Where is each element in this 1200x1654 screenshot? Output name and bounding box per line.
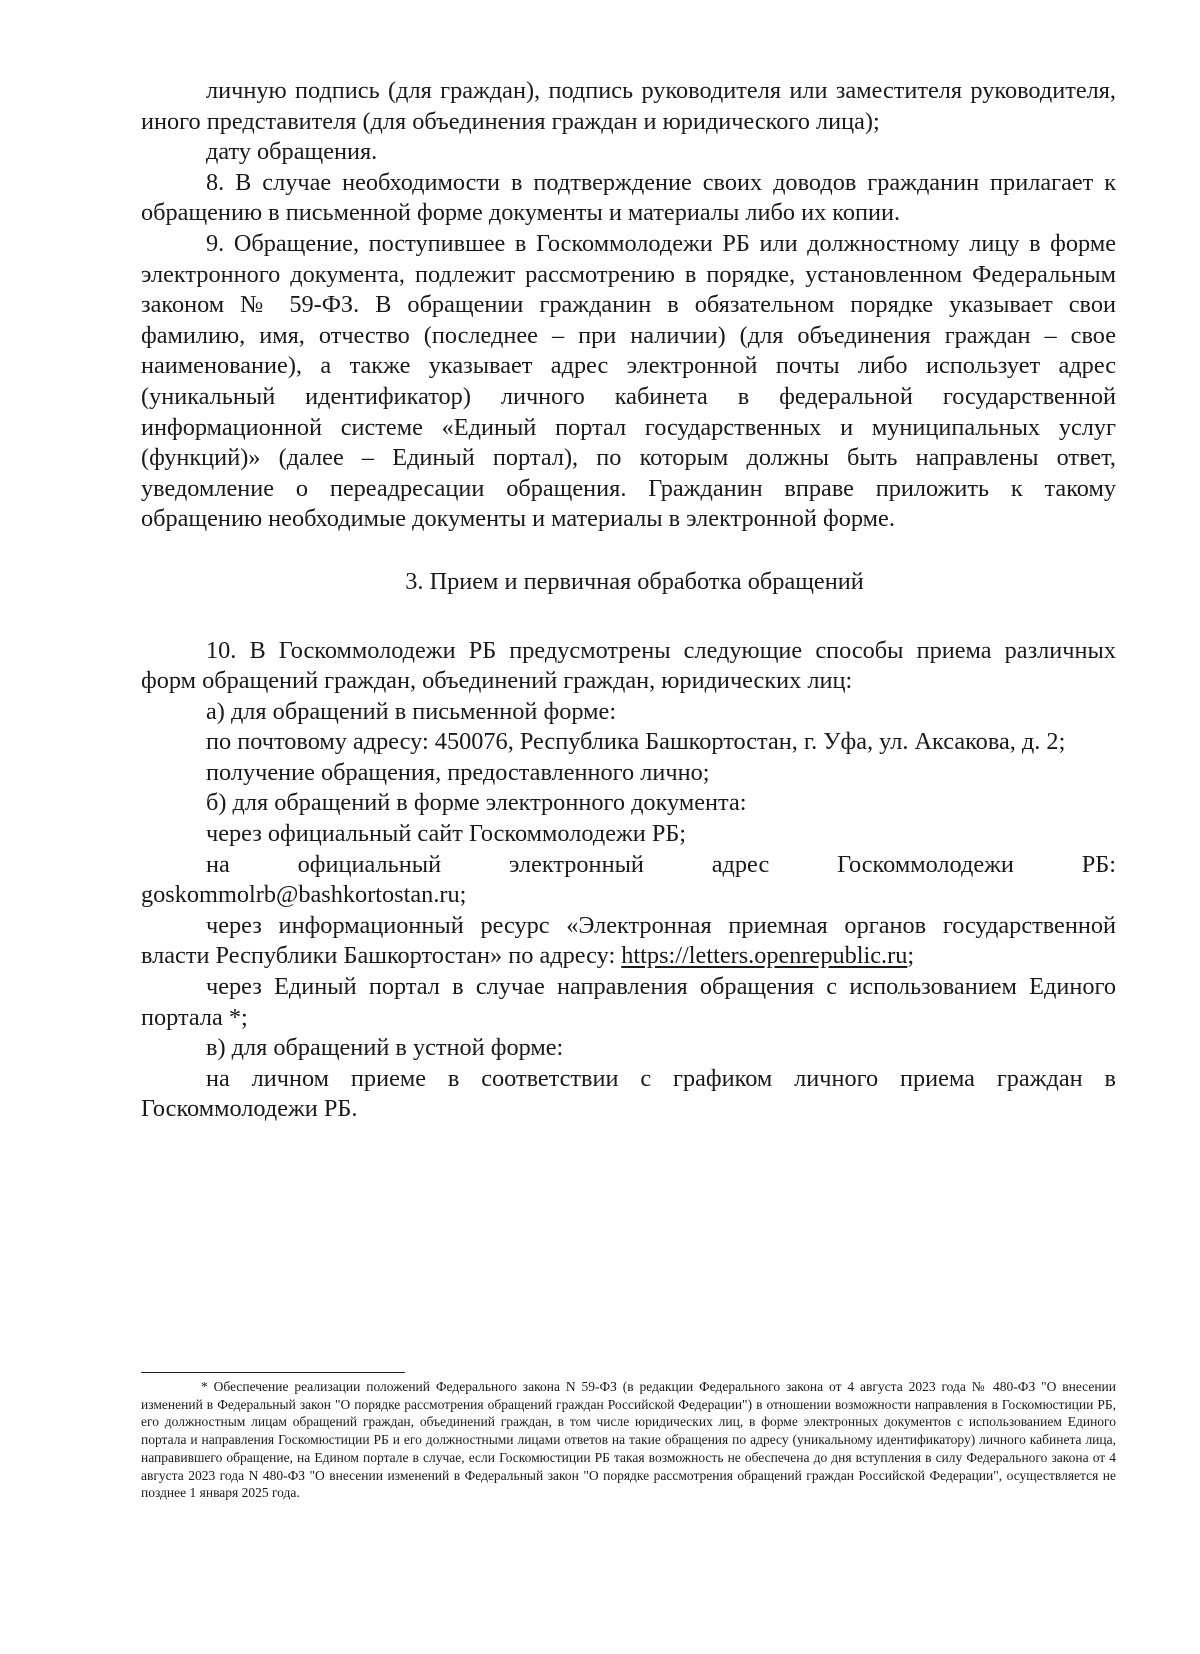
document-body bbox=[141, 76, 1116, 535]
list-item-unified-portal: через Единый портал в случае направления обращения с использованием Единого портала *; bbox=[141, 973, 1116, 1031]
list-item-personal-reception: на личном приеме в соответствии с графиком личного приема граждан в Госкоммолодежи РБ. bbox=[141, 1064, 1116, 1123]
document-body-section-3 bbox=[141, 636, 1116, 1126]
list-item-email: на официальный электронный адрес Госкоммолодежи РБ: goskommolrb@bashkortostan.ru; bbox=[141, 850, 1116, 909]
letters-resource-end: ; bbox=[907, 942, 915, 970]
paragraph-8: 8. В случае необходимости в подтверждение своих доводов гражданин прилагает к обращению в письменной форме документы и материалы либо их копии. bbox=[141, 168, 1116, 227]
list-item-postal-address: по почтовому адресу: 450076, Республика Башкортостан, г. Уфа, ул. Аксакова, д. 2; bbox=[206, 728, 1066, 756]
list-item-in-person: получение обращения, предоставленного лично; bbox=[206, 758, 710, 786]
paragraph-date: дату обращения. bbox=[206, 138, 378, 166]
list-item-letters-resource bbox=[141, 911, 1116, 972]
paragraph-10: 10. В Госкоммолодежи РБ предусмотрены следующие способы приема различных форм обращений граждан, объединений граждан, юридических лиц: bbox=[141, 636, 1116, 695]
section-heading: 3. Прием и первичная обработка обращений bbox=[405, 567, 864, 595]
footnote bbox=[141, 1378, 1116, 1502]
list-item-c: в) для обращений в устной форме: bbox=[206, 1034, 564, 1062]
list-item-b: б) для обращений в форме электронного документа: bbox=[206, 789, 747, 817]
list-item-official-site: через официальный сайт Госкоммолодежи РБ; bbox=[206, 820, 687, 848]
letters-link[interactable]: https://letters.openrepublic.ru bbox=[621, 942, 908, 970]
footnote-divider bbox=[141, 1372, 405, 1373]
document-page bbox=[141, 76, 1116, 1125]
list-item-a: а) для обращений в письменной форме: bbox=[206, 697, 617, 725]
footnote-text: * Обеспечение реализации положений Федерального закона N 59-ФЗ (в редакции Федерального закона от 4 августа 2023 года № 480-ФЗ "О внесении изменений в Федеральный закон "О порядке рассмотрения обращений граждан Российской Федерации") в отношении возможности направления в Госкомюстиции РБ, его должностным лицам обращений граждан, объединений граждан, в том числе юридических лиц, в форме электронных документов с использованием Единого портала и направления Госкомюстиции РБ и его должностными лицами ответов на такие обращения по адресу (уникальному идентификатору) личного кабинета лица, направившего обращение, на Едином портале в случае, если Госкомюстиции РБ такая возможность не обеспечена до дня вступления в силу Федерального закона от 4 августа 2023 года N 480-ФЗ "О внесении изменений в Федеральный закон "О порядке рассмотрения обращений граждан Российской Федерации", осуществляется не позднее 1 января 2025 года. bbox=[141, 1379, 1116, 1501]
paragraph-9: 9. Обращение, поступившее в Госкоммолодежи РБ или должностному лицу в форме электронного документа, подлежит рассмотрению в порядке, установленном Федеральным законом № 59-ФЗ. В обращении гражданин в обязательном порядке указывает свои фамилию, имя, отчество (последнее – при наличии) (для объединения граждан – свое наименование), а также указывает адрес электронной почты либо использует адрес (уникальный идентификатор) личного кабинета в федеральной государственной информационной системе «Единый портал государственных и муниципальных услуг (функций)» (далее – Единый портал), по которым должны быть направлены ответ, уведомление о переадресации обращения. Гражданин вправе приложить к такому обращению необходимые документы и материалы в электронной форме. bbox=[141, 229, 1116, 533]
letters-resource-text: через информационный ресурс «Электронная приемная органов государственной власти Республики Башкортостан» по адресу: bbox=[141, 911, 1116, 970]
paragraph-signature: личную подпись (для граждан), подпись руководителя или заместителя руководителя, иного представителя (для объединения граждан и юридического лица); bbox=[141, 77, 1116, 135]
